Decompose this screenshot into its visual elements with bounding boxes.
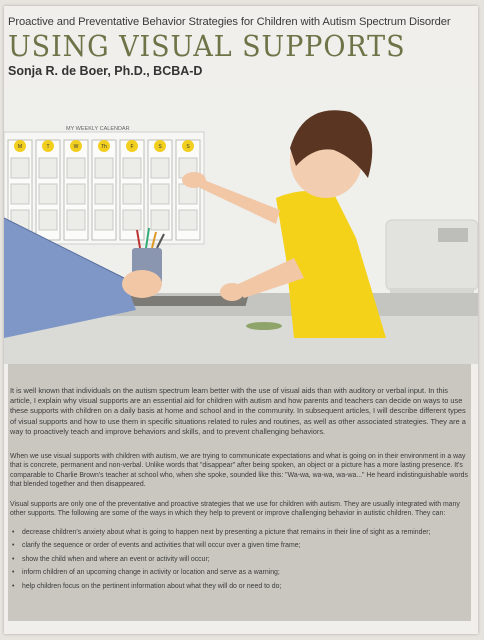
picture-card xyxy=(151,158,169,178)
day-letter: W xyxy=(73,144,79,150)
day-letter: F xyxy=(130,144,134,150)
bullet-item: • help children focus on the pertinent information about what they will do or need to do; xyxy=(12,582,468,591)
picture-card xyxy=(39,184,57,204)
picture-card xyxy=(39,158,57,178)
picture-card xyxy=(123,158,141,178)
picture-card xyxy=(123,210,141,230)
author-byline: Sonja R. de Boer, Ph.D., BCBA-D xyxy=(8,64,203,78)
bullet-list xyxy=(12,528,468,595)
day-letter: M xyxy=(17,144,23,150)
bullet-item: • inform children of an upcoming change in activity or location and serve as a warning; xyxy=(12,568,468,577)
bullet-item: • show the child when and where an event or activity will occur; xyxy=(12,555,468,564)
bullet-item: • decrease children's anxiety about what is going to happen next by presenting a picture that remains in their line of sight as a reminder; xyxy=(12,528,468,537)
picture-card xyxy=(67,158,85,178)
day-letter: Th xyxy=(101,144,107,150)
article-title: USING VISUAL SUPPORTS xyxy=(8,29,406,63)
lead-paragraph: It is well known that individuals on the autism spectrum learn better with the use of visual aids than with auditory or verbal input. In this article, I explain why visual supports are an essential aid for children with autism and how parents and teachers can decide on ways to use these supports with children on a daily basis at home and school and in the community. In subsequent articles, I will describe different types of visual supports and how to use them in specific situations related to rules and routines, as well as other associated strategies. They are a way to proactively teach and improve behaviors and skills, and to prevent challenging behaviors. xyxy=(10,386,466,436)
picture-card xyxy=(95,158,113,178)
picture-card xyxy=(123,184,141,204)
day-letter: S xyxy=(186,144,190,150)
picture-card xyxy=(67,210,85,230)
picture-card xyxy=(39,210,57,230)
picture-card xyxy=(95,210,113,230)
picture-card xyxy=(151,184,169,204)
picture-card xyxy=(67,184,85,204)
picture-card xyxy=(179,210,197,230)
day-letter: S xyxy=(158,144,162,150)
body-paragraph-2: Visual supports are only one of the preventative and proactive strategies that we use for children with autism. They are usually integrated with many other supports. The following are some of the ways in which they help to prevent or improve challenging behavior in autistic children. They can: xyxy=(10,501,460,518)
bullet-item: • clarify the sequence or order of events and activities that will occur over a given time frame; xyxy=(12,541,468,550)
day-letter: T xyxy=(46,144,50,150)
photo-illustration xyxy=(4,88,478,364)
picture-card xyxy=(151,210,169,230)
body-paragraph-1: When we use visual supports with children with autism, we are trying to communicate expectations and what is going on in their environment in a way that is concrete, permanent and non-verbal. Unlike words that "disappear" after being spoken, an object or a picture has a more lasting presence. It's comparable to Charlie Brown's teacher at school who, when she spoke, sounded like this: "Wa-wa, wa-wa, wa-wa..." He heard indistinguishable words that blended together and then disappeared. xyxy=(10,453,468,489)
calendar-heading: MY WEEKLY CALENDAR xyxy=(66,126,130,132)
weekly-calendar-board xyxy=(4,126,204,244)
picture-card xyxy=(11,158,29,178)
picture-card xyxy=(95,184,113,204)
article-photo xyxy=(4,88,478,364)
series-subtitle: Proactive and Preventative Behavior Strategies for Children with Autism Spectrum Disorder xyxy=(8,16,451,28)
picture-card xyxy=(11,184,29,204)
